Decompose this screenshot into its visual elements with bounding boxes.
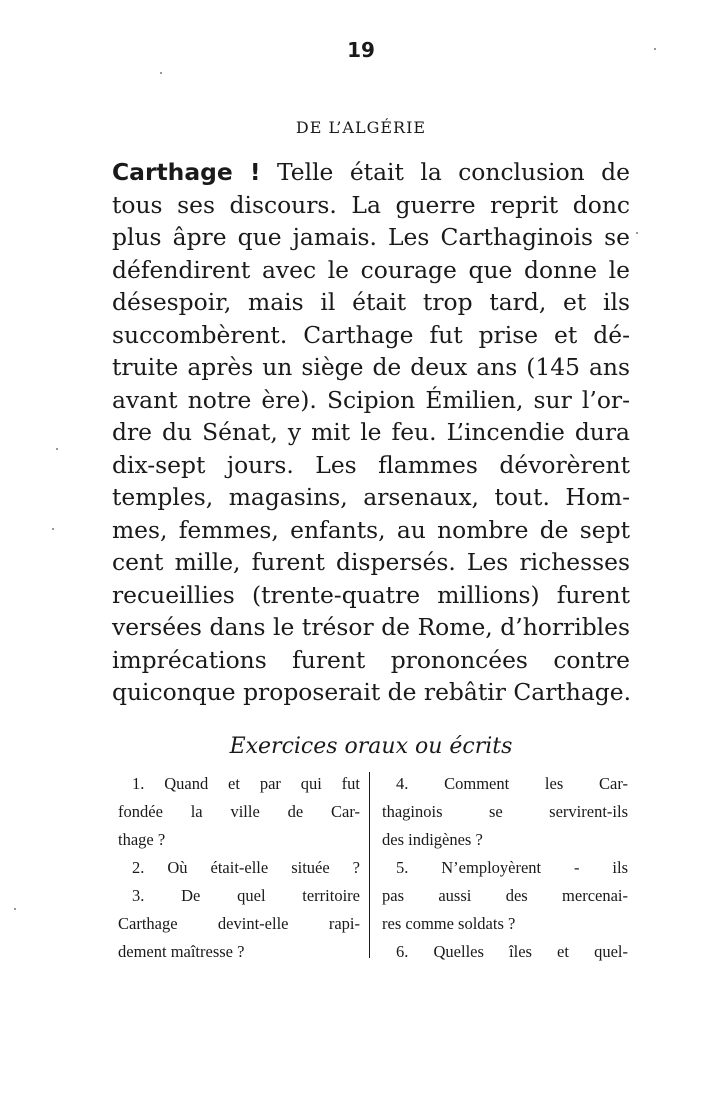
exercise-line: 4. Comment les Car-: [396, 774, 628, 793]
body-line: temples, magasins, arsenaux, tout. Hom-: [112, 483, 630, 511]
body-lead-bold: Carthage !: [112, 158, 261, 186]
body-line: mes, femmes, enfants, au nombre de sept: [112, 515, 630, 544]
body-line: truite après un siège de deux ans (145 ans: [112, 353, 630, 381]
body-line: désespoir, mais il était trop tard, et ils: [112, 288, 630, 316]
exercises-right-column: [382, 770, 628, 966]
body-line: imprécations furent prononcées contre: [112, 645, 630, 674]
exercises-title: Exercices oraux ou écrits: [229, 734, 513, 759]
body-paragraph: [112, 156, 630, 709]
body-line-text: Telle était la conclusion de: [260, 158, 630, 186]
exercise-line: des indigènes ?: [382, 830, 483, 849]
body-line: dre du Sénat, y mit le feu. L’incendie dura: [112, 418, 630, 446]
exercise-line: pas aussi des mercenai-: [382, 886, 628, 905]
body-line: versées dans le trésor de Rome, d’horribles: [112, 613, 630, 641]
print-speck: [636, 232, 638, 234]
column-divider: [369, 772, 370, 958]
print-speck: [654, 48, 656, 50]
exercise-line: thage ?: [118, 830, 166, 849]
exercise-line: 5. N’employèrent - ils: [396, 858, 628, 877]
body-line: plus âpre que jamais. Les Carthaginois se: [112, 223, 630, 251]
exercise-line: Carthage devint-elle rapi-: [118, 914, 360, 933]
exercise-line: 3. De quel territoire: [132, 886, 360, 905]
exercise-line: 6. Quelles îles et quel-: [396, 942, 628, 961]
body-line: recueillies (trente-quatre millions) furent: [112, 580, 630, 609]
exercise-line: dement maîtresse ?: [118, 942, 245, 961]
page-number: 19: [347, 38, 375, 62]
print-speck: [160, 72, 162, 74]
body-line: défendirent avec le courage que donne le: [112, 255, 630, 284]
print-speck: [14, 908, 16, 910]
body-line: dix-sept jours. Les flammes dévorèrent: [112, 450, 630, 479]
body-line: [112, 156, 630, 189]
exercise-line: thaginois se servirent-ils: [382, 802, 628, 821]
exercise-line: 2. Où était-elle située ?: [132, 858, 360, 877]
body-line: avant notre ère). Scipion Émilien, sur l’or-: [112, 385, 630, 414]
exercise-line: 1. Quand et par qui fut: [132, 774, 360, 793]
running-head: DE L’ALGÉRIE: [295, 118, 427, 137]
body-line: tous ses discours. La guerre reprit donc: [112, 190, 630, 219]
print-speck: [52, 528, 54, 530]
exercise-line: fondée la ville de Car-: [118, 802, 360, 821]
exercise-line: res comme soldats ?: [382, 914, 516, 933]
body-line: cent mille, furent dispersés. Les richesses: [112, 548, 630, 576]
body-line: quiconque proposerait de rebâtir Carthage.: [112, 678, 632, 706]
exercises-left-column: [118, 770, 360, 966]
print-speck: [56, 448, 58, 450]
body-line: succombèrent. Carthage fut prise et dé-: [112, 320, 630, 349]
